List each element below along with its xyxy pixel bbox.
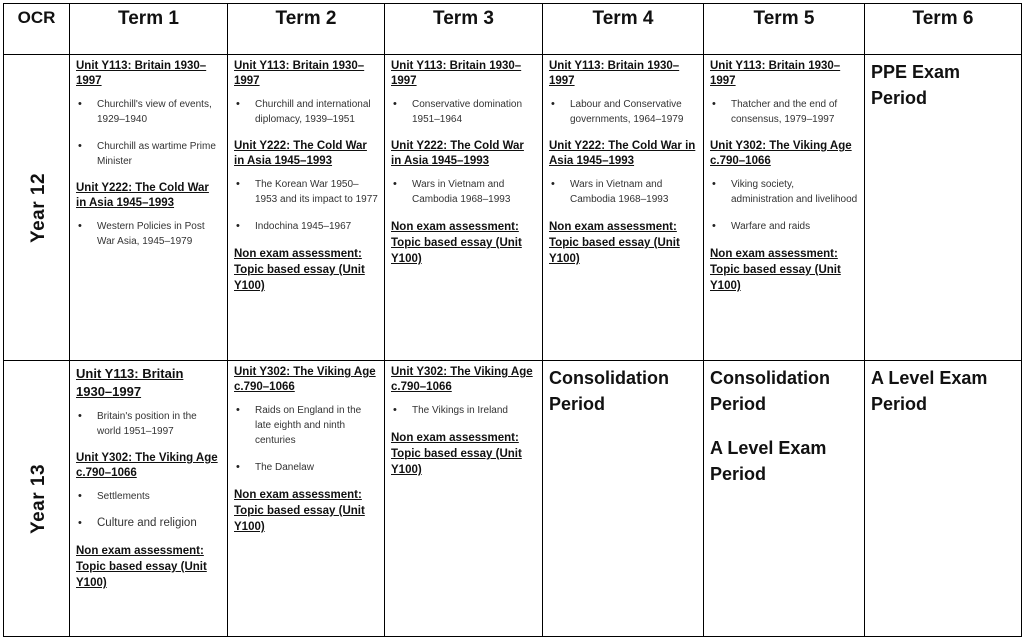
corner-label: OCR	[4, 4, 70, 55]
unit-heading: Unit Y222: The Cold War in Asia 1945–1993	[391, 140, 524, 167]
term-header: Term 1	[70, 4, 228, 55]
topic-list	[76, 97, 221, 169]
topic-item: • Churchill's view of events, 1929–1940	[76, 97, 221, 127]
nea-note: Non exam assessment: Topic based essay (Unit Y100)	[549, 221, 680, 265]
period-label: A Level Exam Period	[710, 438, 827, 484]
unit-heading: Unit Y302: The Viking Age c.790–1066	[710, 140, 852, 167]
topic-item: • Settlements	[76, 489, 221, 504]
cell-y12-term6	[865, 55, 1022, 361]
cell-y12-term1	[70, 55, 228, 361]
term-header: Term 4	[543, 4, 704, 55]
topic-item: • Churchill and international diplomacy, 1939–1951	[234, 97, 378, 127]
topic-item: • The Danelaw	[234, 460, 378, 475]
cell-y12-term2	[228, 55, 385, 361]
year-13-row	[4, 361, 1022, 637]
nea-note: Non exam assessment: Topic based essay (Unit Y100)	[76, 545, 207, 589]
topic-item: • Wars in Vietnam and Cambodia 1968–1993	[391, 177, 536, 207]
topic-list	[391, 177, 536, 207]
topic-item: • Western Policies in Post War Asia, 1945–1979	[76, 219, 221, 249]
topic-list	[391, 97, 536, 127]
unit-heading: Unit Y113: Britain 1930–1997	[710, 60, 841, 87]
topic-list	[234, 403, 378, 475]
topic-item: • Warfare and raids	[710, 219, 858, 234]
unit-heading: Unit Y302: The Viking Age c.790–1066	[391, 366, 533, 393]
topic-list	[76, 219, 221, 249]
unit-heading: Unit Y113: Britain 1930–1997	[391, 60, 522, 87]
topic-list	[234, 177, 378, 234]
unit-heading: Unit Y113: Britain 1930–1997	[549, 60, 680, 87]
term-header: Term 3	[385, 4, 543, 55]
unit-heading: Unit Y113: Britain 1930–1997	[76, 366, 184, 399]
cell-y13-term1	[70, 361, 228, 637]
topic-item: • Labour and Conservative governments, 1964–1979	[549, 97, 697, 127]
nea-note: Non exam assessment: Topic based essay (Unit Y100)	[710, 248, 841, 292]
period-label: PPE Exam Period	[871, 62, 961, 108]
cell-y13-term5	[704, 361, 865, 637]
topic-item: • Conservative domination 1951–1964	[391, 97, 536, 127]
topic-item: • Thatcher and the end of consensus, 1979–1997	[710, 97, 858, 127]
nea-note: Non exam assessment: Topic based essay (Unit Y100)	[391, 432, 522, 476]
cell-y12-term3	[385, 55, 543, 361]
cell-y13-term6	[865, 361, 1022, 637]
nea-note: Non exam assessment: Topic based essay (Unit Y100)	[234, 248, 365, 292]
year-label: Year 12	[28, 172, 50, 243]
topic-item: • Viking society, administration and livelihood	[710, 177, 858, 207]
topic-item: • Raids on England in the late eighth and ninth centuries	[234, 403, 378, 448]
cell-y12-term5	[704, 55, 865, 361]
nea-note: Non exam assessment: Topic based essay (Unit Y100)	[391, 221, 522, 265]
topic-list	[76, 409, 221, 439]
topic-list	[710, 97, 858, 127]
cell-y13-term3	[385, 361, 543, 637]
topic-list	[76, 489, 221, 531]
period-label: Consolidation Period	[710, 368, 830, 414]
topic-item: • Indochina 1945–1967	[234, 219, 378, 234]
year-12-row	[4, 55, 1022, 361]
period-label: Consolidation Period	[549, 368, 669, 414]
unit-heading: Unit Y302: The Viking Age c.790–1066	[76, 452, 218, 479]
topic-item: • Britain's position in the world 1951–1997	[76, 409, 221, 439]
year-label: Year 13	[28, 463, 50, 534]
unit-heading: Unit Y113: Britain 1930–1997	[234, 60, 365, 87]
unit-heading: Unit Y302: The Viking Age c.790–1066	[234, 366, 376, 393]
term-header: Term 5	[704, 4, 865, 55]
period-label: A Level Exam Period	[871, 368, 988, 414]
nea-note: Non exam assessment: Topic based essay (Unit Y100)	[234, 489, 365, 533]
cell-y13-term4	[543, 361, 704, 637]
topic-item: • Wars in Vietnam and Cambodia 1968–1993	[549, 177, 697, 207]
term-header: Term 6	[865, 4, 1022, 55]
year-12-header	[4, 55, 70, 361]
header-row	[4, 4, 1022, 55]
topic-item: • Culture and religion	[76, 516, 221, 531]
cell-y13-term2	[228, 361, 385, 637]
year-13-header	[4, 361, 70, 637]
topic-item: • Churchill as wartime Prime Minister	[76, 139, 221, 169]
unit-heading: Unit Y222: The Cold War in Asia 1945–1993	[234, 140, 367, 167]
cell-y12-term4	[543, 55, 704, 361]
topic-list	[391, 403, 536, 418]
unit-heading: Unit Y113: Britain 1930–1997	[76, 60, 207, 87]
topic-item: • The Korean War 1950–1953 and its impact to 1977	[234, 177, 378, 207]
unit-heading: Unit Y222: The Cold War in Asia 1945–1993	[549, 140, 696, 167]
topic-list	[549, 177, 697, 207]
term-header: Term 2	[228, 4, 385, 55]
topic-list	[710, 177, 858, 234]
topic-list	[234, 97, 378, 127]
topic-item: • The Vikings in Ireland	[391, 403, 536, 418]
unit-heading: Unit Y222: The Cold War in Asia 1945–1993	[76, 182, 209, 209]
curriculum-table	[3, 3, 1022, 637]
topic-list	[549, 97, 697, 127]
